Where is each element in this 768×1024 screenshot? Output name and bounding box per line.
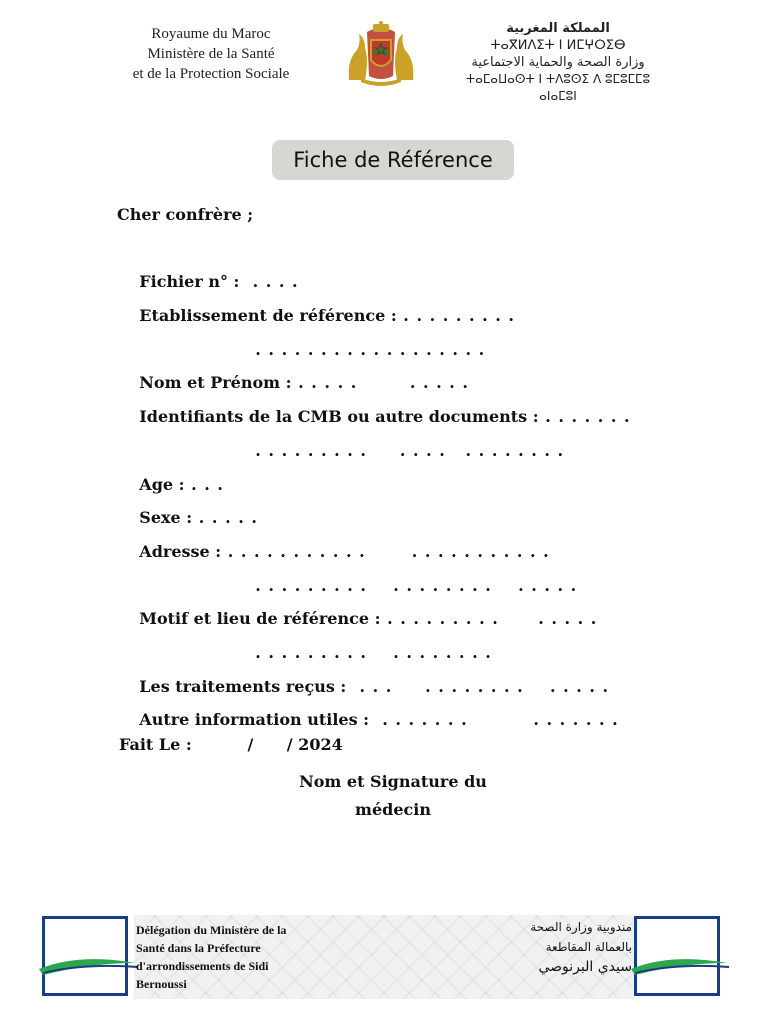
ministry-crescent-logo-icon	[634, 916, 720, 996]
header-ar-line-4: ⵜⴰⵎⴰⵡⴰⵙⵜ ⵏ ⵜⴷⵓⵙⵉ ⴷ ⵓⵎⵓⵎⵎⵓ ⴰⵏⴰⵎⵓⵏ	[465, 72, 651, 103]
form-label: Etablissement de référence :	[139, 306, 397, 326]
form-dots: . . . . . . . . . . . . . .	[369, 710, 619, 730]
form-dots: . . . . . . . . . . . . . . . . . . . . .	[255, 440, 565, 460]
form-label: Cher confrère ;	[117, 205, 254, 224]
form-dots: . . .	[184, 474, 224, 494]
form-dots: . . . . . . . . . . . . . . . . .	[255, 642, 492, 662]
fait-le-date: Fait Le : / / 2024	[119, 735, 343, 754]
header-french	[96, 24, 326, 84]
footer-arabic	[482, 917, 632, 977]
form-dots: . . . . . . . . . . . . . . . .	[346, 676, 610, 696]
form-label: Les traitements reçus :	[139, 676, 347, 696]
form-dots: . . . . .	[192, 508, 258, 528]
form-dots: . . . . . . . . . . . . . . . . . . . . . .	[255, 575, 578, 595]
footer-fr-line-1: Délégation du Ministère de la	[136, 923, 287, 937]
form-dots: . . . . . . . . .	[396, 306, 515, 326]
form-label: Motif et lieu de référence :	[139, 609, 381, 629]
footer-fr-line-2: Santé dans la Préfecture	[136, 941, 261, 955]
referral-form	[117, 198, 677, 730]
footer-ar-line-1: مندوبية وزارة الصحة	[530, 920, 632, 934]
header-fr-line-3: et de la Protection Sociale	[132, 66, 290, 82]
form-label: Identifiants de la CMB ou autre documents :	[139, 407, 539, 427]
header-fr-line-1: Royaume du Maroc	[151, 26, 271, 42]
footer-ar-line-3: سيدي البرنوصي	[538, 959, 632, 975]
form-label: Nom et Prénom :	[139, 373, 292, 393]
footer-french	[136, 921, 326, 993]
page-title: Fiche de Référence	[272, 140, 514, 180]
ministry-crescent-logo-icon	[42, 916, 128, 996]
form-dots: . . . . . . . . . . . . . .	[380, 609, 598, 629]
footer-fr-line-4: Bernoussi	[136, 977, 187, 991]
morocco-coat-of-arms-icon	[343, 20, 419, 88]
footer	[42, 913, 727, 1001]
form-dots: . . . . . . . . . . . . . . . . . . . . . .	[221, 541, 550, 561]
form-row-greeting	[117, 198, 677, 232]
header-fr-line-2: Ministère de la Santé	[147, 46, 275, 62]
header-ar-line-2: ⵜⴰⴳⵍⴷⵉⵜ ⵏ ⵍⵎⵖⵔⵉⴱ	[490, 38, 626, 53]
footer-fr-line-3: d'arrondissements de Sidi	[136, 959, 269, 973]
doctor-signature-label	[270, 768, 516, 824]
form-dots: . . . . . . . . . .	[291, 373, 469, 393]
form-row-fichier	[117, 232, 677, 292]
footer-ar-line-2: بالعمالة المقاطعة	[545, 940, 632, 954]
form-label: Age :	[139, 474, 185, 494]
form-label: Fichier n° :	[139, 272, 240, 292]
form-dots: . . . . . . . . . . . . . . . . . .	[255, 339, 486, 359]
header-arabic	[448, 20, 668, 105]
form-label: Autre information utiles :	[139, 710, 370, 730]
header-ar-line-3: وزارة الصحة والحماية الاجتماعية	[471, 55, 645, 70]
form-dots: . . . . . . .	[538, 407, 631, 427]
form-label: Adresse :	[139, 541, 222, 561]
header-ar-line-1: المملكة المغربية	[506, 21, 610, 36]
form-label: Sexe :	[139, 508, 193, 528]
signature-line-1: Nom et Signature du	[299, 772, 487, 791]
signature-line-2: médecin	[355, 800, 431, 819]
form-dots: . . . .	[239, 272, 299, 292]
